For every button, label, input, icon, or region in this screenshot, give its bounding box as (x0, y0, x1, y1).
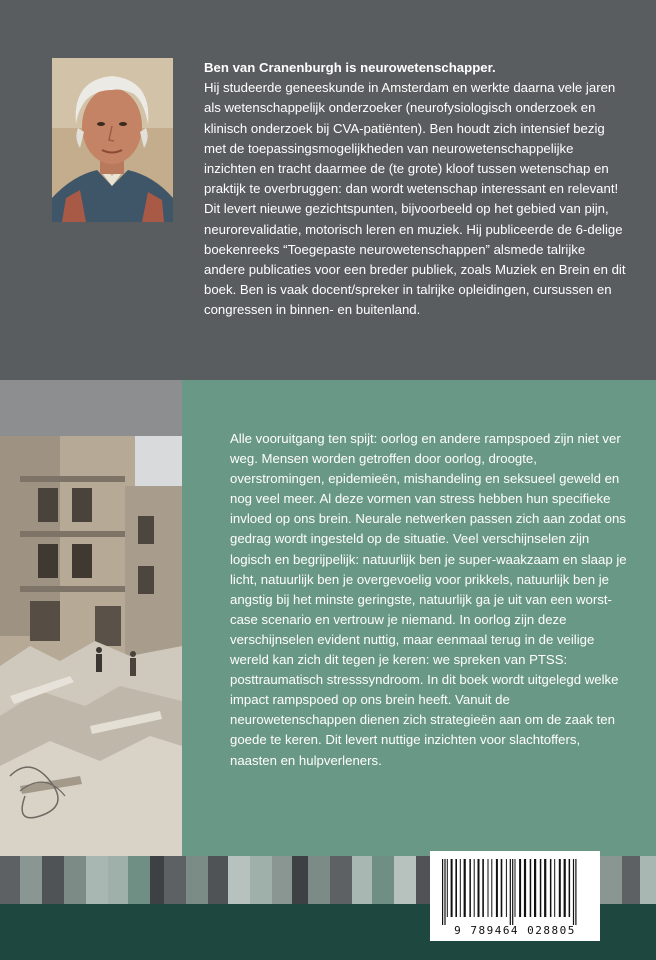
barcode-bar (482, 859, 484, 917)
barcode-bar (550, 859, 552, 917)
author-bio (204, 58, 628, 321)
barcode-bar (512, 859, 513, 925)
barcode-bar (564, 859, 566, 917)
barcode-bar (442, 859, 443, 925)
barcode-bar (501, 859, 503, 917)
barcode-bar (534, 859, 536, 917)
barcode-bar (478, 859, 480, 917)
isbn-barcode (430, 851, 600, 941)
barcode-bar (554, 859, 555, 917)
barcode-bar (510, 859, 511, 925)
barcode-bar (464, 859, 466, 917)
barcode-bar (496, 859, 498, 917)
barcode-bar (447, 859, 448, 917)
barcode-bar (506, 859, 507, 917)
barcode-bar (519, 859, 521, 917)
barcode-bar (544, 859, 546, 917)
barcode-bar (488, 859, 489, 917)
back-cover-top-panel (0, 0, 656, 380)
author-bio-body: Hij studeerde geneeskunde in Amsterdam en werkte daarna vele jaren als wetenschappelijk onderzoeker (neurofysiologisch onderzoek en klinisch onderzoek bij CVA-patiënten). Ben houdt zich intensief bezig met de toepassingsmogelijkheden van neurowetenschappelijke inzichten en tracht daarmee de (te grote) kloof tussen wetenschap en praktijk te overbruggen: dan wordt wetenschap interessant en relevant! Dit levert nieuwe gezichtspunten, bijvoorbeeld op het gebied van pijn, neurorevalidatie, motorisch leren en muziek. Hij publiceerde de 6-delige boekenreeks “Toegepaste neurowetenschappen” alsmede talrijke andere publicaties voor een breder publiek, zoals Muziek en Brein en dit boek. Ben is vaak docent/spreker in talrijke opleidingen, cursussen en congressen in binnen- en buitenland. (204, 80, 626, 318)
barcode-bar (559, 859, 561, 917)
author-portrait (52, 58, 173, 222)
barcode-bar (573, 859, 574, 925)
gray-accent-block (0, 380, 182, 436)
barcode-bar (530, 859, 532, 917)
author-bio-lead: Ben van Cranenburgh is neurowetenschapper. (204, 60, 496, 75)
war-ruins-photo (0, 436, 182, 856)
barcode-bar (515, 859, 516, 917)
barcode-bar (469, 859, 471, 917)
barcode-bar (575, 859, 576, 925)
barcode-bar (474, 859, 475, 917)
barcode-bar (455, 859, 457, 917)
barcode-bar (451, 859, 453, 917)
barcode-bar (460, 859, 461, 917)
barcode-bar (524, 859, 526, 917)
book-blurb: Alle vooruitgang ten spijt: oorlog en andere rampspoed zijn niet ver weg. Mensen worden getroffen door oorlog, droogte, overstromingen, epidemieën, mishandeling en seksueel geweld en nog veel meer. Al deze vormen van stress hebben hun specifieke invloed op ons brein. Neurale netwerken passen zich aan zodat ons gedrag wordt ingesteld op de situatie. Veel verschijnselen zijn logisch en begrijpelijk: natuurlijk ben je super-waakzaam en slaap je licht, natuurlijk ben je overgevoelig voor prikkels, natuurlijk ben je angstig bij het minste geringste, natuurlijk ga je uit van een worst-case scenario en vertrouw je niemand. In oorlog zijn deze verschijnselen evident nuttig, maar eenmaal terug in de veilige wereld kan zich dit tegen je keren: we spreken van PTSS: posttraumatisch stresssyndroom. In dit boek wordt uitgelegd welke impact rampspoed op ons brein heeft. Vanuit de neurowetenschappen dienen zich strategieën aan om de zaak ten goede te keren. Dit levert nuttige inzichten voor slachtoffers, naasten en hulpverleners. (230, 431, 627, 768)
isbn-digits: 9 789464 028805 (454, 924, 576, 937)
barcode-bar (540, 859, 542, 917)
barcode-bar (569, 859, 571, 917)
barcode-bar (444, 859, 445, 925)
barcode-bar (491, 859, 492, 917)
